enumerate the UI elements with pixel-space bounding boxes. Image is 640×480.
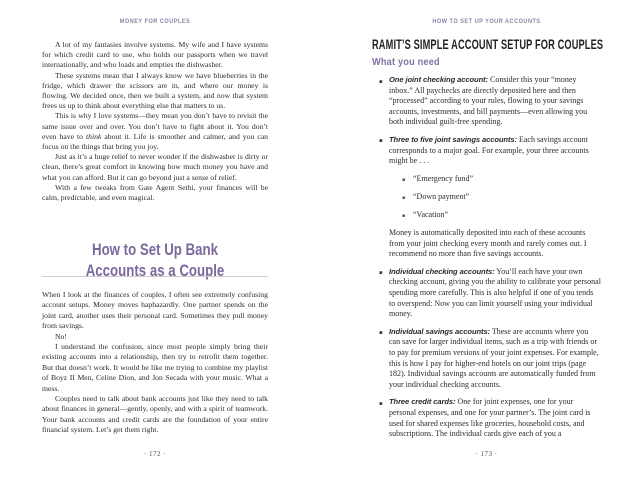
sub-list-item-text: “Vacation” <box>413 209 449 219</box>
paragraph: These systems mean that I always know we have blueberries in the fridge, which drawer the scissors are in, and where our money is flowing. We decided once, then we built a system, and now that system frees us up to think about everything else that matters to us. <box>42 70 268 111</box>
paragraph: When I look at the finances of couples, I often see extremely confusing account setups. Money moves haphazardly. One partner spends on the joint card, another uses their personal card. Sometimes they pull money from savings. <box>42 290 268 331</box>
list-item <box>372 327 601 391</box>
right-page-number: · 173 · <box>475 450 498 458</box>
list-item <box>372 135 601 260</box>
section-subtitle: What you need <box>372 57 440 68</box>
section-title: RAMIT’S SIMPLE ACCOUNT SETUP FOR COUPLES <box>372 36 604 52</box>
bullet-icon: ▪ <box>379 330 383 337</box>
paragraph-text: about it. Life is smoother and calmer, and you can focus on the things that bring you joy. <box>42 131 268 152</box>
list-item-lead: Individual savings accounts: <box>389 326 491 336</box>
list-item <box>372 267 601 320</box>
right-running-head: HOW TO SET UP YOUR ACCOUNTS <box>432 18 541 25</box>
sub-bullet-icon: ▪ <box>402 213 406 220</box>
list-item-text: Each savings account corresponds to a major goal. For example, your three accounts might be . . . <box>389 134 589 166</box>
list-item-text: You’ll each have your own checking account, giving you the ability to calibrate your personal spending more carefully. This is also helpful if one of you tends to overspend: Now you can limit yourself using your individual money. <box>389 266 601 319</box>
paragraph <box>42 111 268 152</box>
savings-examples-list <box>389 174 601 221</box>
list-item-lead: One joint checking account: <box>389 75 488 84</box>
bullet-icon: ▪ <box>379 78 383 85</box>
sub-bullet-icon: ▪ <box>402 195 406 202</box>
paragraph-text: This is why I love systems—they mean you don’t have to revisit the same issue over and over. You don’t have to fight about it. You don’t even have to <box>42 111 268 141</box>
bullet-icon: ▪ <box>379 138 383 145</box>
chapter-heading-line: Accounts as a Couple <box>85 261 225 280</box>
chapter-heading-line: How to Set Up Bank <box>92 240 218 259</box>
list-item <box>372 75 601 128</box>
sub-list-item-text: “Emergency fund” <box>413 173 474 183</box>
sub-list-item <box>402 192 601 203</box>
sub-list-item-text: “Down payment” <box>413 191 470 201</box>
list-item-continuation: Money is automatically deposited into each of these accounts from your joint checking every month and rarely comes out. I recommend no more than five savings accounts. <box>389 228 587 259</box>
list-item-lead: Individual checking accounts: <box>389 266 495 276</box>
paragraph: A lot of my fantasies involve systems. My wife and I have systems for which credit card to use, who holds our passports when we travel internationally, and who loads and empties the dishwasher. <box>42 40 268 70</box>
left-page-number: · 172 · <box>143 450 167 458</box>
paragraph: With a few tweaks from Gate Agent Sethi, your finances will be calm, predictable, and even magical. <box>42 182 268 203</box>
paragraph: I understand the confusion, since most people simply bring their existing accounts into a relationship, then try to retrofit them together. But that doesn’t work. It would be like me trying to combine my playlist of Boyz II Men, Celine Dion, and Jon Secada with your music. What a mess. <box>42 342 268 393</box>
paragraph: Couples need to talk about bank accounts just like they need to talk about finances in general—gently, openly, and with a spirit of teamwork. Your bank accounts and credit cards are the foundation of your entire financial system. Let’s get them right. <box>42 394 268 435</box>
account-setup-list <box>372 75 601 447</box>
left-page <box>42 0 268 480</box>
paragraph: No! <box>55 331 67 341</box>
italic-word: think <box>85 131 102 141</box>
paragraph: Just as it’s a huge relief to never wonder if the dishwasher is dirty or clean, there’s great comfort in knowing how much money you have and what you can afford. But it can go beyond just a sense of relief. <box>42 152 268 182</box>
bullet-icon: ▪ <box>379 270 383 277</box>
divider-rule <box>42 276 268 277</box>
sub-bullet-icon: ▪ <box>402 177 406 184</box>
left-page-body-top <box>42 40 268 203</box>
left-running-head: MONEY FOR COUPLES <box>119 18 191 25</box>
sub-list-item <box>402 210 601 221</box>
sub-list-item <box>402 174 601 185</box>
list-item-lead: Three to five joint savings accounts: <box>389 134 517 144</box>
list-item-text: One for joint expenses, one for your personal expenses, and one for your partner’s. The joint card is used for shared expenses like groceries, household costs, and subscriptions. The individual cards give each of you a <box>389 397 591 439</box>
bullet-icon: ▪ <box>379 400 383 407</box>
list-item-text: Consider this your “money inbox.” All paychecks are directly deposited here and then “processed” according to your rules, flowing to your savings accounts, investments, and bill payments—even allowing you both individual guilt-free spending. <box>389 75 588 127</box>
list-item <box>372 397 601 439</box>
list-item-lead: Three credit cards: <box>389 397 456 407</box>
chapter-heading <box>67 239 243 281</box>
list-item-text: These are accounts where you can save for larger individual items, such as a trip with friends or to pay for premium versions of your joint expenses. For example, this is how I pay for higher-end hotels on our joint trips (page 182). Individual savings accounts are automatically funded from your individual checking accounts. <box>389 326 599 389</box>
right-page <box>372 0 604 480</box>
left-page-body-bottom <box>42 290 268 436</box>
